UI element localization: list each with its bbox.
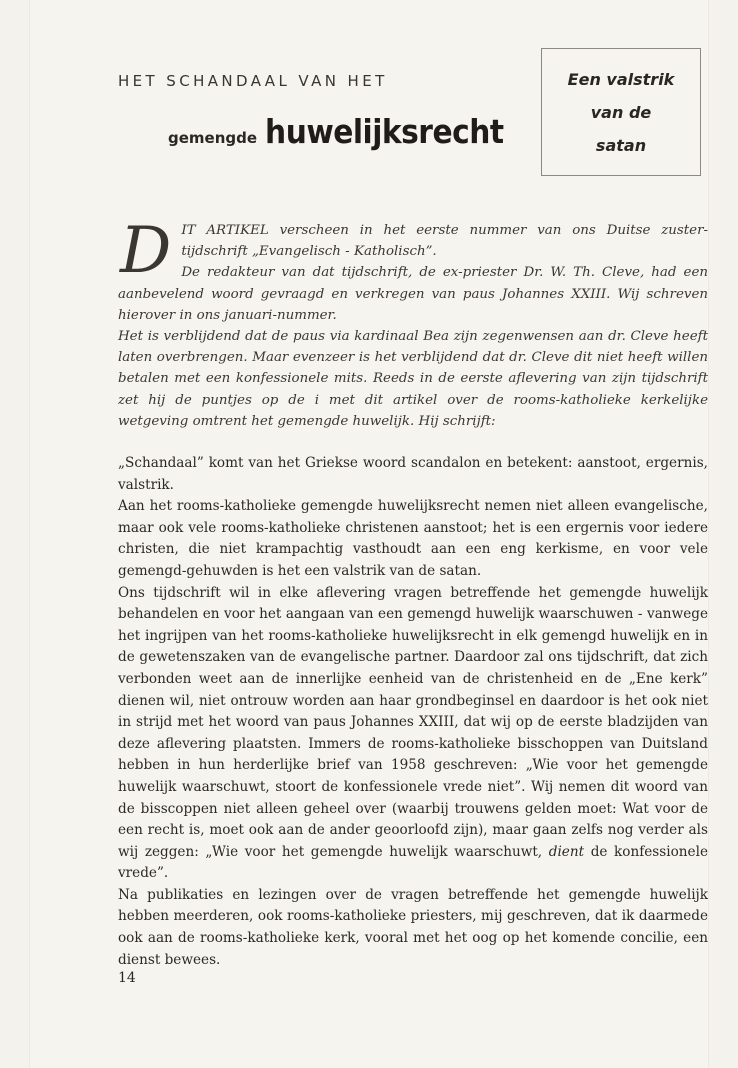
subtitle-box — [541, 48, 701, 176]
intro-first-line: IT ARTIKEL verscheen in het eerste nummer van ons Duitse zuster-tijdschrift „Evangelisch - Katholisch”. — [181, 223, 708, 260]
intro-paragraph: Het is verblijdend dat de paus via kardinaal Bea zijn zegenwensen aan dr. Cleve heeft laten overbrengen. Maar evenzeer is het verblijdend dat dr. Cleve dit niet heeft willen betalen met een konfessionele mits. Reeds in de eerste aflevering van zijn tijdschrift zet hij de puntjes op de i met dit artikel over de rooms-katholieke kerkelijke wetgeving omtrent het gemengde huwelijk. Hij schrijft: — [118, 329, 708, 429]
page-number: 14 — [118, 970, 136, 986]
body-paragraph-text: Ons tijdschrift wil in elke aflevering vragen betreffende het gemengde huwelijk behandelen en voor het aangaan van een gemengd huwelijk waarschuwen - vanwege het ingrijpen van het rooms-katholieke huwelijksrecht in elk gemengd huwelijk en in de gewetenszaken van de evangelische partner. Daardoor zal ons tijdschrift, dat zich verbonden weet aan de innerlijke eenheid van de christenheid en de „Ene kerk” dienen wil, niet ontrouw worden aan haar grondbeginsel en daardoor is het ook niet in strijd met het woord van paus Johannes XXIII, dat wij op de eerste bladzijden van deze aflevering plaatsten. Immers de rooms-katholieke bisschoppen van Duitsland hebben in hun herderlijke brief van 1958 geschreven: „Wie voor het gemengde huwelijk waarschuwt, stoort de konfessionele vrede niet”. Wij nemen dit woord van de bisscoppen niet alleen geheel over (waarbij trouwens gelden moet: Wat voor de een recht is, moet ook aan de ander geoorloofd zijn), maar gaan zelfs nog verder als wij zeggen: „Wie voor het gemengde huwelijk waarschuwt, — [118, 584, 708, 860]
drop-cap: D — [120, 214, 172, 288]
body-paragraph-end: de konfessionele vrede”. — [118, 843, 708, 882]
subtitle-line: van de — [590, 103, 652, 122]
emphasis: dient — [548, 843, 585, 860]
article-body — [118, 453, 708, 971]
intro-para1-rest: De redakteur van dat tijdschrift, de ex-priester Dr. W. Th. Cleve, had een aanbevelend woord gevraagd en verkregen van paus Johannes XXIII. Wij schreven hierover in ons januari-nummer. — [118, 265, 708, 323]
title-main: huwelijksrecht — [265, 112, 504, 151]
title-prefix: gemengde — [168, 129, 258, 147]
subtitle-line: satan — [595, 136, 647, 155]
article-title — [168, 112, 504, 151]
body-paragraph — [118, 583, 708, 885]
body-paragraph: Na publikaties en lezingen over de vragen betreffende het gemengde huwelijk hebben meerderen, ook rooms-katholieke priesters, mij geschreven, dat ik daarmede ook aan de rooms-katholieke kerk, vooral met het oog op het komende concilie, een dienst bewees. — [118, 886, 708, 968]
article-kicker: HET SCHANDAAL VAN HET — [118, 72, 388, 90]
page — [30, 0, 708, 1068]
subtitle-line: Een valstrik — [567, 70, 675, 89]
intro-section — [118, 214, 708, 432]
intro-paragraph — [118, 214, 708, 326]
body-paragraph: „Schandaal” komt van het Griekse woord scandalon en betekent: aanstoot, ergernis, valstrik. — [118, 455, 708, 493]
body-paragraph: Aan het rooms-katholieke gemengde huwelijksrecht nemen niet alleen evangelische, maar ook vele rooms-katholieke christenen aanstoot; het is een ergernis voor iedere christen, die niet krampachtig vasthoudt aan een eng kerkisme, en voor vele gemengd-gehuwden is het een valstrik van de satan. — [118, 498, 708, 579]
